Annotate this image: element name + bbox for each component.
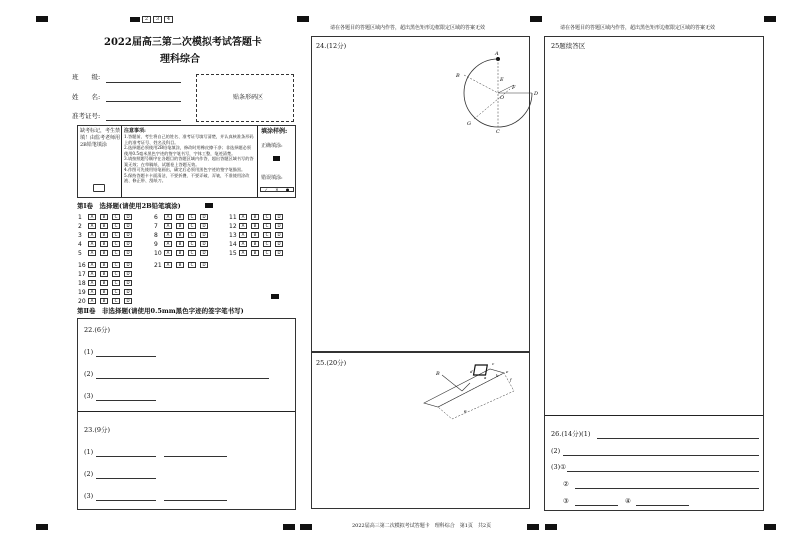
mc-option-bubble[interactable]: B xyxy=(176,223,184,229)
timing-mark-top-right xyxy=(764,16,776,22)
mc-option-bubble[interactable]: D xyxy=(200,232,208,238)
mc-question-row xyxy=(229,231,287,239)
mc-option-bubble[interactable]: A xyxy=(239,214,247,220)
mc-option-bubble[interactable]: B xyxy=(100,241,108,247)
mc-option-bubble[interactable]: B xyxy=(100,214,108,220)
mc-option-bubble[interactable]: A xyxy=(164,232,172,238)
attention-item-5: 5.保持答题卡卡面清洁，不要折叠、不要弄破、弄皱，不准使用涂改液、修正带、刮纸刀。 xyxy=(124,172,250,183)
mc-option-bubble[interactable]: B xyxy=(100,271,108,277)
mc-question-number: 11 xyxy=(229,213,237,221)
mc-option-bubble[interactable]: C xyxy=(112,271,120,277)
attention-block xyxy=(124,128,254,184)
mc-question-number: 2 xyxy=(78,222,82,230)
timing-mark-bottom-3 xyxy=(527,524,539,530)
mc-question-row xyxy=(154,213,212,221)
mc-option-bubble[interactable]: B xyxy=(176,241,184,247)
q25-continued-label: 25题续答区 xyxy=(551,42,586,50)
timing-mark-top-left xyxy=(36,16,48,22)
mc-question-number: 1 xyxy=(78,213,82,221)
q26-heading: 26.(14分)(1) xyxy=(551,430,591,438)
ticket-mark xyxy=(130,17,140,22)
mc-question-number: 18 xyxy=(78,279,86,287)
mc-option-bubble[interactable]: D xyxy=(200,214,208,220)
q24-label-a: A xyxy=(495,51,499,57)
q25-answer-box xyxy=(311,352,530,509)
mc-question-number: 14 xyxy=(229,240,237,248)
q24-line-diag-1 xyxy=(464,75,498,93)
q26-part-3-3: ③ xyxy=(563,497,569,505)
mc-option-bubble[interactable]: B xyxy=(251,214,259,220)
mc-option-bubble[interactable]: B xyxy=(176,250,184,256)
mc-option-bubble[interactable]: A xyxy=(239,232,247,238)
timing-mark-top-1 xyxy=(297,16,309,22)
notice-box xyxy=(77,125,296,198)
q22-part-2: (2) xyxy=(84,370,94,378)
timing-mark-bottom-right xyxy=(764,524,776,530)
q24-answer-box xyxy=(311,36,539,352)
mc-option-bubble[interactable]: B xyxy=(176,262,184,268)
ticket-number-boxes xyxy=(130,16,173,23)
q26-answer-3-2[interactable] xyxy=(575,488,759,489)
exam-id-field[interactable] xyxy=(106,120,181,121)
q25-incline-lower xyxy=(438,373,514,419)
q24-label-f: F xyxy=(512,85,516,91)
attention-item-1: 1.答题前，考生将自己的姓名、准考证号填写清楚，并认真核准条形码上的准考证号、姓名及科目。 xyxy=(124,134,254,145)
q22-q23-divider xyxy=(78,411,295,412)
q22-23-answer-box xyxy=(77,318,296,510)
warning-top-right: 请在各题目的答题区域内作答，超出黑色矩形边框限定区域的答案无效 xyxy=(560,25,716,31)
attention-item-3: 3.请按照题号顺序在各题目的答题区域内作答，超出答题区域书写的答案无效；在草稿纸、试题卷上答题无效。 xyxy=(124,156,254,167)
q23-part-1: (1) xyxy=(84,448,94,456)
mc-question-row xyxy=(229,222,287,230)
wrong-fill-sample xyxy=(260,187,294,192)
q24-heading: 24.(12分) xyxy=(316,42,347,50)
mc-option-bubble[interactable]: D xyxy=(124,262,132,268)
mc-question-number: 20 xyxy=(78,297,86,305)
mc-question-number: 17 xyxy=(78,270,86,278)
wrong-sample-cross-icon: ✕ xyxy=(275,187,279,192)
q23-part-3: (3) xyxy=(84,492,94,500)
q25-label-c: c xyxy=(492,361,495,366)
wrong-fill-label: 错误填涂: xyxy=(261,175,283,181)
q24-label-o: O xyxy=(500,95,505,101)
mc-option-bubble[interactable]: C xyxy=(263,232,271,238)
q22-part-1: (1) xyxy=(84,348,94,356)
mc-option-bubble[interactable]: C xyxy=(263,241,271,247)
attention-item-4: 4.作图可先使用铅笔画出，确定后必须用黑色字迹的签字笔描黑。 xyxy=(124,167,246,172)
mc-option-bubble[interactable]: C xyxy=(263,214,271,220)
mc-option-bubble[interactable]: C xyxy=(188,250,196,256)
q26-part-3-4: ④ xyxy=(625,497,631,505)
mc-question-row xyxy=(78,288,136,296)
q25-label-a: a xyxy=(484,375,487,380)
mc-question-row xyxy=(154,261,212,269)
mc-option-bubble[interactable]: A xyxy=(88,298,96,304)
timing-mark-bottom-2 xyxy=(300,524,312,530)
mc-option-bubble[interactable]: A xyxy=(88,289,96,295)
q25-continued-box xyxy=(544,36,764,511)
q24-line-diag-2 xyxy=(474,89,510,119)
notice-divider-2 xyxy=(257,126,258,197)
q26-part-3-1: (3)① xyxy=(551,463,567,471)
warning-top-middle: 请在各题目的答题区域内作答，超出黑色矩形边框限定区域的答案无效 xyxy=(330,25,486,31)
section1-title: 第Ⅰ卷 选择题(请使用2B铅笔填涂) xyxy=(77,202,181,210)
mc-option-bubble[interactable]: C xyxy=(188,241,196,247)
mc-option-bubble[interactable]: B xyxy=(100,262,108,268)
mc-option-bubble[interactable]: A xyxy=(164,223,172,229)
mc-option-bubble[interactable]: D xyxy=(124,250,132,256)
fill-example-title: 填涂样例: xyxy=(261,128,288,135)
mc-option-bubble[interactable]: C xyxy=(112,250,120,256)
mc-option-bubble[interactable]: A xyxy=(239,223,247,229)
mc-question-number: 5 xyxy=(78,249,82,257)
q24-label-d: D xyxy=(534,91,539,97)
mc-option-bubble[interactable]: C xyxy=(112,289,120,295)
timing-mark-sec1 xyxy=(205,203,213,208)
mc-option-bubble[interactable]: C xyxy=(112,298,120,304)
mc-option-bubble[interactable]: B xyxy=(251,232,259,238)
q25-label-f: f xyxy=(510,377,512,382)
section2-title: 第Ⅱ卷 非选择题(请使用0.5mm黑色字迹的签字笔书写) xyxy=(77,307,244,315)
mc-question-number: 13 xyxy=(229,231,237,239)
class-label: 班 级: xyxy=(72,73,101,81)
correct-fill-sample xyxy=(273,156,280,161)
q26-answer-3-3[interactable] xyxy=(575,505,618,506)
barcode-label: 贴条形码区 xyxy=(233,94,264,101)
mc-question-row xyxy=(78,261,136,269)
absence-notice: 缺考标记，考生禁填！由监考老师用2B铅笔填涂 xyxy=(80,128,121,148)
exam-id-label: 准考证号: xyxy=(72,112,101,120)
absence-checkbox[interactable] xyxy=(93,184,105,192)
mc-option-bubble[interactable]: D xyxy=(124,232,132,238)
ticket-box-2: 3 xyxy=(153,16,162,23)
mc-option-bubble[interactable]: C xyxy=(112,262,120,268)
notice-divider-1 xyxy=(121,126,122,197)
mc-option-bubble[interactable]: A xyxy=(239,241,247,247)
mc-option-bubble[interactable]: C xyxy=(112,280,120,286)
mc-option-bubble[interactable]: D xyxy=(275,250,283,256)
mc-option-bubble[interactable]: D xyxy=(124,289,132,295)
q25-label-b: B xyxy=(436,371,440,377)
mc-option-bubble[interactable]: A xyxy=(88,250,96,256)
mc-question-row xyxy=(229,213,287,221)
mc-option-bubble[interactable]: D xyxy=(124,214,132,220)
mc-question-number: 21 xyxy=(154,261,162,269)
mc-question-row xyxy=(229,240,287,248)
q25-arrow-line xyxy=(462,383,470,391)
mc-question-row xyxy=(154,222,212,230)
q24-label-c: C xyxy=(496,129,500,135)
ticket-box-1: 2 xyxy=(142,16,151,23)
mc-option-bubble[interactable]: C xyxy=(112,241,120,247)
wrong-sample-dot-icon: ● xyxy=(285,187,290,192)
mc-option-bubble[interactable]: D xyxy=(275,232,283,238)
mc-option-bubble[interactable]: A xyxy=(88,214,96,220)
mc-option-bubble[interactable]: B xyxy=(100,223,108,229)
mc-option-bubble[interactable]: C xyxy=(188,262,196,268)
q25-frame xyxy=(474,365,488,375)
mc-question-number: 19 xyxy=(78,288,86,296)
mc-option-bubble[interactable]: D xyxy=(200,250,208,256)
mc-option-bubble[interactable]: B xyxy=(100,232,108,238)
mc-option-bubble[interactable]: A xyxy=(88,241,96,247)
q23-answer-1b[interactable] xyxy=(164,456,227,457)
mc-question-number: 8 xyxy=(154,231,158,239)
mc-question-row xyxy=(154,240,212,248)
q22-answer-1[interactable] xyxy=(96,356,156,357)
mc-option-bubble[interactable]: A xyxy=(164,262,172,268)
mc-option-bubble[interactable]: D xyxy=(124,241,132,247)
mc-option-bubble[interactable]: A xyxy=(88,271,96,277)
mc-question-row xyxy=(78,297,136,305)
mc-option-bubble[interactable]: D xyxy=(124,280,132,286)
mc-option-bubble[interactable]: B xyxy=(176,232,184,238)
mc-option-bubble[interactable]: A xyxy=(88,223,96,229)
mc-question-row xyxy=(78,279,136,287)
mc-option-bubble[interactable]: C xyxy=(188,223,196,229)
mc-question-row xyxy=(154,231,212,239)
mc-option-bubble[interactable]: B xyxy=(100,250,108,256)
mc-option-bubble[interactable]: C xyxy=(112,223,120,229)
mc-option-bubble[interactable]: A xyxy=(88,280,96,286)
mc-option-bubble[interactable]: D xyxy=(275,241,283,247)
mc-option-bubble[interactable]: B xyxy=(176,214,184,220)
mc-question-row xyxy=(78,270,136,278)
ticket-box-3: 4 xyxy=(164,16,173,23)
q24-label-e: E xyxy=(500,77,504,83)
mc-option-bubble[interactable]: C xyxy=(263,223,271,229)
mc-question-number: 9 xyxy=(154,240,158,248)
q25-label-d: d xyxy=(470,369,473,374)
mc-option-bubble[interactable]: B xyxy=(251,223,259,229)
mc-question-number: 10 xyxy=(154,249,162,257)
mc-option-bubble[interactable]: D xyxy=(275,223,283,229)
mc-question-number: 3 xyxy=(78,231,82,239)
q26-part-3-2: ② xyxy=(563,480,569,488)
name-field[interactable] xyxy=(106,101,181,102)
mc-option-bubble[interactable]: D xyxy=(275,214,283,220)
timing-mark-bottom-1 xyxy=(283,524,295,530)
mc-question-number: 16 xyxy=(78,261,86,269)
mc-option-bubble[interactable]: D xyxy=(200,262,208,268)
mc-question-row xyxy=(78,240,136,248)
mc-option-bubble[interactable]: A xyxy=(164,250,172,256)
mc-option-bubble[interactable]: A xyxy=(164,241,172,247)
timing-mark-sec2 xyxy=(271,294,279,299)
mc-option-bubble[interactable]: C xyxy=(263,250,271,256)
q25-q26-divider xyxy=(545,415,763,416)
q25-heading: 25.(20分) xyxy=(316,359,347,367)
q26-answer-2[interactable] xyxy=(563,455,759,456)
mc-question-number: 15 xyxy=(229,249,237,257)
mc-option-bubble[interactable]: A xyxy=(88,262,96,268)
mc-option-bubble[interactable]: C xyxy=(112,232,120,238)
mc-option-bubble[interactable]: C xyxy=(188,232,196,238)
q26-part-2: (2) xyxy=(551,447,561,455)
mc-option-bubble[interactable]: B xyxy=(100,280,108,286)
q24-figure xyxy=(452,45,542,135)
class-field[interactable] xyxy=(106,82,181,83)
q26-answer-1[interactable] xyxy=(597,438,759,439)
timing-mark-top-2 xyxy=(530,16,542,22)
q25-figure xyxy=(422,361,522,421)
card-subject: 理科综合 xyxy=(160,54,200,65)
card-title: 2022届高三第二次模拟考试答题卡 xyxy=(104,37,262,48)
attention-title: 注意事项: xyxy=(124,128,146,134)
q22-heading: 22.(6分) xyxy=(84,326,111,334)
q25-label-e: e xyxy=(506,369,509,374)
q22-answer-2[interactable] xyxy=(96,378,269,379)
mc-question-row xyxy=(78,231,136,239)
q25-label-b-lower: b xyxy=(496,373,499,378)
mc-question-row xyxy=(78,249,136,257)
q22-part-3: (3) xyxy=(84,392,94,400)
attention-item-2: 2.选择题必须使用2B铅笔填涂，修改时用橡皮擦干净；非选择题必须使用0.5毫米黑色字迹的签字笔书写，字体工整，笔迹清楚。 xyxy=(124,145,251,156)
mc-question-row xyxy=(229,249,287,257)
mc-option-bubble[interactable]: A xyxy=(239,250,247,256)
q22-answer-3[interactable] xyxy=(96,400,156,401)
q23-answer-2[interactable] xyxy=(96,478,156,479)
mc-option-bubble[interactable]: B xyxy=(100,289,108,295)
q24-label-b: B xyxy=(456,73,460,79)
q25-label-theta: θ xyxy=(464,409,467,414)
mc-option-bubble[interactable]: C xyxy=(112,214,120,220)
mc-option-bubble[interactable]: D xyxy=(200,241,208,247)
timing-mark-bottom-4 xyxy=(545,524,557,530)
wrong-sample-check-icon: ✓ xyxy=(264,187,268,192)
q23-answer-1a[interactable] xyxy=(96,456,156,457)
name-label: 姓 名: xyxy=(72,93,101,101)
q23-heading: 23.(9分) xyxy=(84,426,111,434)
mc-option-bubble[interactable]: C xyxy=(188,214,196,220)
mc-option-bubble[interactable]: D xyxy=(124,298,132,304)
mc-question-number: 12 xyxy=(229,222,237,230)
barcode-area xyxy=(196,74,294,122)
mc-option-bubble[interactable]: B xyxy=(100,298,108,304)
mc-option-bubble[interactable]: A xyxy=(164,214,172,220)
mc-question-row xyxy=(78,222,136,230)
q23-part-2: (2) xyxy=(84,470,94,478)
mc-option-bubble[interactable]: D xyxy=(200,223,208,229)
mc-question-number: 4 xyxy=(78,240,82,248)
q23-answer-3a[interactable] xyxy=(96,500,156,501)
mc-option-bubble[interactable]: B xyxy=(251,241,259,247)
mc-option-bubble[interactable]: A xyxy=(88,232,96,238)
mc-option-bubble[interactable]: D xyxy=(124,271,132,277)
mc-question-number: 6 xyxy=(154,213,158,221)
mc-option-bubble[interactable]: D xyxy=(124,223,132,229)
mc-option-bubble[interactable]: B xyxy=(251,250,259,256)
mc-question-row xyxy=(154,249,212,257)
q23-answer-3b[interactable] xyxy=(164,500,227,501)
mc-question-row xyxy=(78,213,136,221)
footer: 2022届高三第二次模拟考试答题卡 理科综合 第1页 共2页 xyxy=(352,523,492,529)
mc-question-number: 7 xyxy=(154,222,158,230)
q26-answer-3-4[interactable] xyxy=(636,505,689,506)
correct-fill-label: 正确填涂: xyxy=(261,143,283,149)
q24-label-g: G xyxy=(467,121,471,127)
q26-answer-3-1[interactable] xyxy=(567,471,759,472)
timing-mark-bottom-left xyxy=(36,524,48,530)
